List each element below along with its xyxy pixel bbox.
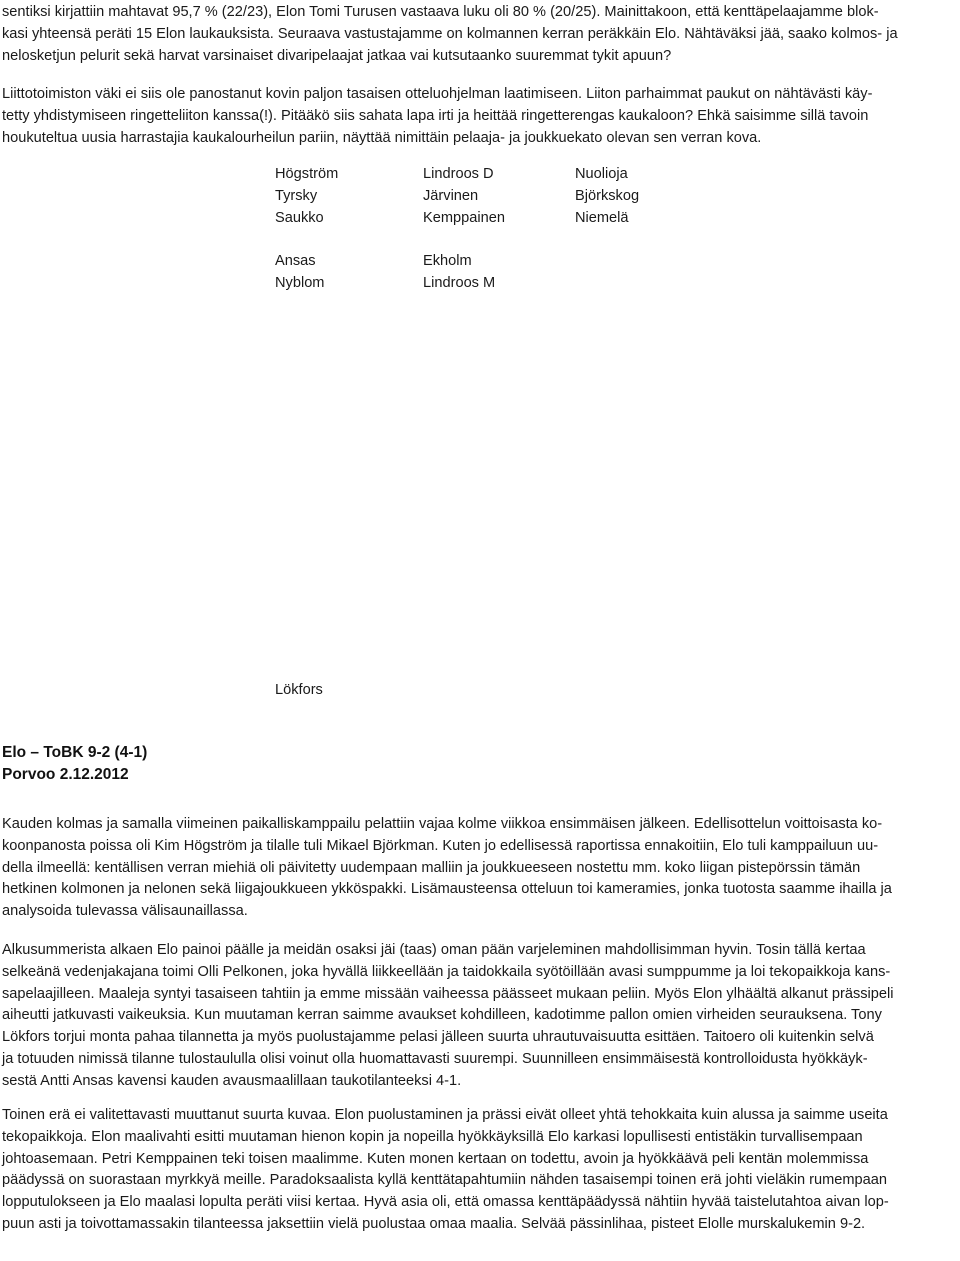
text-line: puun asti ja toivottamassakin tilanteessa jaksettiin vielä puolustaa omaa maalia. Selvää pässinlihaa, pisteet Elolle murskalukemin 9-2.: [2, 1215, 866, 1232]
lineup-row: [275, 208, 695, 230]
player-name: Ansas: [275, 253, 316, 269]
text-line: Liittotoimiston väki ei siis ole panostanut kovin paljon tasaisen otteluohjelman laatimiseen. Liiton parhaimmat paukut on nähtävästi käy-: [2, 86, 873, 102]
text-line: nelosketjun pelurit sekä harvat varsinaiset divaripelaajat jatkaa vai kutsutaanko suuremmat tykit apuun?: [2, 47, 672, 64]
text-line: houkuteltua uusia harrastajia kaukalourheilun pariin, näyttää nimittäin pelaaja- ja joukkuekato olevan sen verran kova.: [2, 129, 762, 146]
lineup-row: [275, 186, 695, 208]
text-line: johtoasemaan. Petri Kemppainen teki toisen maalimme. Kuten monen kertaan on todettu, avoin ja hyökkäävä peli kentän molemmissa: [2, 1150, 869, 1167]
player-name: Nuolioja: [575, 166, 628, 182]
text-line: aiheutti jatkuvasti vaikeuksia. Kun muutaman kerran saimme avaukset kohdilleen, kadotimme pallon omien virheiden seurauksena. Tony: [2, 1007, 882, 1024]
goalie-name: Lökfors: [275, 682, 323, 698]
text-line: sestä Antti Ansas kavensi kauden avausmaalillaan taukotilanteeksi 4-1.: [2, 1072, 462, 1089]
lineup-row: [275, 273, 695, 295]
lineup-forwards-1: [275, 164, 695, 229]
player-name: Järvinen: [423, 187, 479, 204]
text-line: selkeänä vedenjakajana toimi Olli Pelkonen, joka hyvällä liikkeellään ja taidokkaila syötöillään avasi sumppumme ja loi tekopaikkoja kans-: [2, 963, 891, 980]
player-name: Nyblom: [275, 274, 325, 291]
player-name: Kemppainen: [423, 209, 505, 226]
player-name: Saukko: [275, 209, 324, 226]
text-line: ja totuuden nimissä tilanne tulostaululla olisi voinut olla huomattavasti suurempi. Suunnilleen ensimmäisestä kontrolloidusta hyökkäyk-: [2, 1050, 868, 1067]
text-line: della ilmeellä: kentällisen verran miehiä oli päivitetty uudempaan malliin ja joukkueeseen nostettu mm. koko liigan pistepörssin tämän: [2, 859, 861, 876]
player-name: Niemelä: [575, 209, 629, 226]
text-line: Toinen erä ei valitettavasti muuttanut suurta kuvaa. Elon puolustaminen ja prässi eivät olleet yhtä tehokkaita kuin alussa ja saimme useita: [2, 1107, 888, 1123]
player-name: Tyrsky: [275, 187, 318, 204]
player-name: Björkskog: [575, 187, 640, 204]
player-name: Ekholm: [423, 253, 472, 269]
player-name: Högström: [275, 166, 339, 182]
text-line: sentiksi kirjattiin mahtavat 95,7 % (22/23), Elon Tomi Turusen vastaava luku oli 80 % (20/25). Mainittakoon, että kenttäpelaajamme blok-: [2, 4, 879, 20]
text-line: tetty yhdistymiseen ringetteliiton kanssa(!). Pitääkö siis sahata lapa irti ja heittää ringetterengas kaukaloon? Ehkä saisimme sillä tavoin: [2, 107, 869, 124]
paragraph-top-1: [2, 2, 956, 67]
paragraph-report-2: [2, 940, 956, 1093]
text-line: lopputulokseen ja Elo maalasi lopulta peräti viisi kertaa. Hyvä asia oli, että omassa kenttäpäädyssä nähtiin hyvää taistelutahtoa aivan lop-: [2, 1194, 889, 1211]
text-line: Kauden kolmas ja samalla viimeinen paikalliskamppailu pelattiin vajaa kolme viikkoa ensimmäisen jälkeen. Edellisottelun voittoisasta ko-: [2, 816, 883, 832]
lineup-row: [275, 164, 695, 186]
text-line: päädyssä on suorastaan myrkkyä meille. Paradoksaalista kyllä kenttätapahtumiin nähden tasaisempi toinen erä johti vieläkin rumempaan: [2, 1172, 888, 1189]
text-line: koonpanosta poissa oli Kim Högström ja tilalle tuli Mikael Björkman. Kuten jo edellisessä raportissa ennakoitiin, Elo tuli kamppailuun uu-: [2, 837, 879, 854]
text-line: kasi yhteensä peräti 15 Elon laukauksista. Seuraava vastustajamme on kolmannen kerran peräkkäin Elo. Nähtäväksi jää, saako kolmos- ja: [2, 25, 898, 42]
paragraph-report-3: [2, 1105, 956, 1236]
text-line: hetkinen kolmonen ja nelonen sekä liigajoukkueen ykköspakki. Lisämausteensa otteluun toi kameramies, jonka tuotosta saamme ihailla ja: [2, 881, 892, 898]
text-line: sapelaajilleen. Maaleja syntyi tasaiseen tahtiin ja emme missään vaiheessa päässeet mukaan peliin. Myös Elon ylhäältä alkanut prässipeli: [2, 985, 894, 1002]
player-name: Lindroos D: [423, 166, 494, 182]
paragraph-report-1: [2, 814, 956, 923]
text-line: Alkusummerista alkaen Elo painoi päälle ja meidän osaksi jäi (taas) oman pään varjeleminen mahdollisimman hyvin. Tosin tällä kertaa: [2, 942, 866, 958]
lineup-row: [275, 680, 695, 702]
player-name: Lindroos M: [423, 274, 496, 291]
lineup-defense-1: [275, 251, 695, 295]
match-place-date: Porvoo 2.12.2012: [2, 766, 129, 783]
lineup-goalie-1: [275, 680, 695, 702]
text-line: tekopaikkoja. Elon maalivahti esitti muutaman hienon kopin ja nopeilla hyökkäyksillä Elo karkasi lopullisesti entistäkin turvallisempaan: [2, 1128, 863, 1145]
lineup-row: [275, 251, 695, 273]
match-title: Elo – ToBK 9-2 (4-1): [2, 744, 148, 761]
paragraph-top-2: [2, 84, 956, 149]
text-line: analysoida tulevassa välisaunaillassa.: [2, 903, 248, 920]
text-line: Lökfors torjui monta pahaa tilannetta ja myös puolustajamme pelasi jälleen suurta uhrautuvaisuutta esittäen. Taitoero oli kuitenkin selvä: [2, 1029, 874, 1046]
